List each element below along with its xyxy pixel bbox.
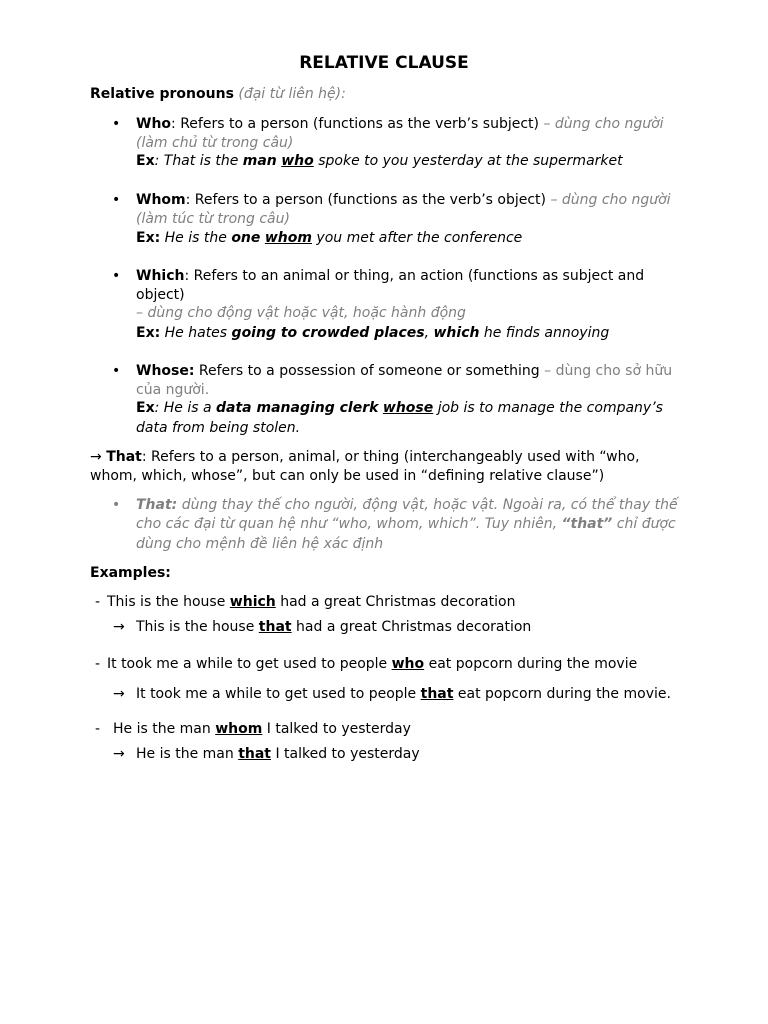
whom-ex-5: you met after the conference [311, 230, 523, 246]
who-viet-1: – dùng cho người [539, 116, 664, 132]
which-example [136, 324, 609, 343]
that-viet-2b: “that” [561, 516, 613, 532]
whom-definition [136, 191, 671, 210]
which-def-1: : Refers to an animal or thing, an action (functions as subject and [184, 268, 645, 284]
that-viet-2c: chỉ được [612, 516, 676, 532]
who-ex-2: man [242, 153, 277, 169]
which-ex-keyword: which [433, 325, 480, 341]
which-ex-1: He hates [160, 325, 232, 341]
whom-ex-2: one [231, 230, 261, 246]
who-bullet: • [112, 116, 121, 132]
example-2-alt-keyword: that [420, 686, 454, 702]
who-ex-keyword: who [281, 153, 314, 169]
pronouns-heading [90, 85, 346, 104]
whom-ex-label: Ex: [136, 230, 161, 246]
which-ex-5: he finds annoying [479, 325, 610, 341]
whom-ex-keyword: whom [264, 230, 312, 246]
whom-ex-1: He is the [160, 230, 232, 246]
that-viet-term: That: [136, 497, 178, 513]
that-definition [90, 448, 640, 467]
that-viet-line-1 [136, 496, 678, 515]
examples-heading: Examples: [90, 565, 171, 581]
example-3-rewrite [136, 745, 420, 764]
whose-viet-2: của người. [136, 382, 210, 398]
example-3-arrow-icon: → [113, 746, 125, 762]
whom-def: : Refers to a person (functions as the verb’s object) [185, 192, 547, 208]
example-1-rewrite [136, 618, 531, 637]
which-ex-label: Ex: [136, 325, 161, 341]
example-2-arrow-icon: → [113, 686, 125, 702]
which-term: Which [136, 268, 185, 284]
whose-ex-5: job is to manage the company’s [433, 400, 663, 416]
which-viet: – dùng cho động vật hoặc vật, hoặc hành động [136, 305, 466, 321]
that-viet-line-2 [136, 515, 676, 534]
that-viet-3: dùng cho mệnh đề liên hệ xác định [136, 536, 384, 552]
example-2-alt-pre: It took me a while to get used to people [136, 686, 421, 702]
who-ex-label: Ex [136, 153, 155, 169]
who-definition [136, 115, 664, 134]
which-ex-3: , [424, 325, 434, 341]
which-ex-2: going to crowded places [231, 325, 425, 341]
whose-term: Whose: [136, 363, 195, 379]
that-def-2: whom, which, whose”, but can only be used in “defining relative clause”) [90, 468, 605, 484]
example-1-keyword: which [229, 594, 276, 610]
example-3-alt-pre: He is the man [136, 746, 239, 762]
whom-bullet: • [112, 192, 121, 208]
whose-example [136, 399, 663, 418]
who-ex-1: : That is the [154, 153, 243, 169]
that-term: That [106, 449, 142, 465]
whose-ex-6: data from being stolen. [136, 420, 301, 436]
example-2-alt-post: eat popcorn during the movie. [453, 686, 671, 702]
example-1-post: had a great Christmas decoration [275, 594, 516, 610]
which-def-2: object) [136, 287, 185, 303]
whose-ex-keyword: whose [382, 400, 434, 416]
page-title: RELATIVE CLAUSE [299, 53, 469, 73]
example-2-rewrite [136, 685, 671, 704]
example-3-post: I talked to yesterday [262, 721, 411, 737]
who-example [136, 152, 623, 171]
example-1-original [107, 593, 515, 612]
example-3-pre: He is the man [113, 721, 216, 737]
that-def-1: : Refers to a person, animal, or thing (interchangeably used with “who, [141, 449, 640, 465]
whose-ex-label: Ex [136, 400, 155, 416]
who-ex-5: spoke to you yesterday at the supermarket [313, 153, 623, 169]
pronouns-heading-label: Relative pronouns [90, 86, 234, 102]
that-arrow-icon: → [90, 449, 102, 465]
example-1-alt-keyword: that [258, 619, 292, 635]
example-1-alt-post: had a great Christmas decoration [291, 619, 532, 635]
example-2-pre: It took me a while to get used to people [107, 656, 392, 672]
example-1-pre: This is the house [107, 594, 230, 610]
example-1-alt-pre: This is the house [136, 619, 259, 635]
whose-definition [136, 362, 672, 381]
example-3-original [113, 720, 411, 739]
example-2-post: eat popcorn during the movie [424, 656, 638, 672]
which-definition [136, 267, 644, 286]
which-bullet: • [112, 268, 121, 284]
pronouns-heading-note: (đại từ liên hệ): [238, 86, 346, 102]
example-1-arrow-icon: → [113, 619, 125, 635]
example-3-dash: - [95, 721, 101, 737]
example-3-keyword: whom [215, 721, 263, 737]
who-def: : Refers to a person (functions as the verb’s subject) [171, 116, 540, 132]
example-2-original [107, 655, 637, 674]
example-3-alt-keyword: that [238, 746, 272, 762]
that-viet-bullet: • [112, 497, 121, 513]
example-2-dash: - [95, 656, 101, 672]
that-viet-1: dùng thay thế cho người, động vật, hoặc vật. Ngoài ra, có thể thay thế [177, 497, 678, 513]
example-3-alt-post: I talked to yesterday [271, 746, 420, 762]
who-viet-2: (làm chủ từ trong câu) [136, 135, 294, 151]
whose-ex-1: : He is a [154, 400, 217, 416]
whom-example [136, 229, 522, 248]
whom-viet-1: – dùng cho người [546, 192, 671, 208]
whom-term: Whom [136, 192, 186, 208]
example-1-dash: - [95, 594, 101, 610]
whose-ex-2: data managing clerk [216, 400, 379, 416]
who-term: Who [136, 116, 172, 132]
whom-viet-2: (làm túc từ trong câu) [136, 211, 290, 227]
example-2-keyword: who [391, 656, 425, 672]
whose-viet-1: – dùng cho sở hữu [539, 363, 673, 379]
that-viet-2a: cho các đại từ quan hệ như “who, whom, which”. Tuy nhiên, [136, 516, 562, 532]
whose-def: Refers to a possession of someone or something [194, 363, 540, 379]
whose-bullet: • [112, 363, 121, 379]
